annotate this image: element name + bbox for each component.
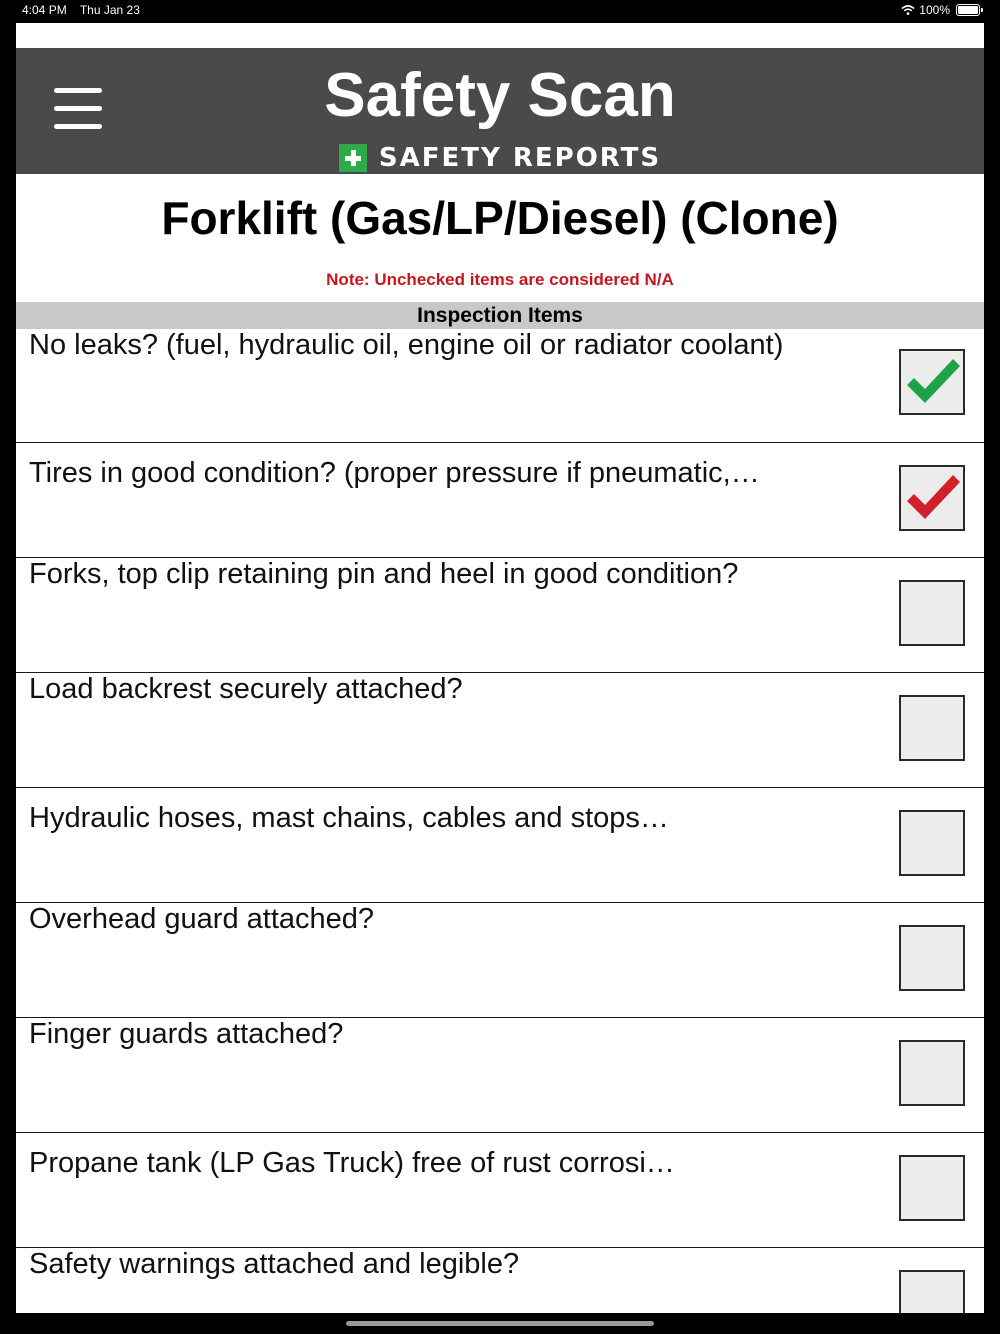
home-indicator[interactable]	[346, 1321, 654, 1326]
battery-icon	[956, 4, 980, 16]
top-strip	[16, 23, 984, 48]
inspection-item-checkbox[interactable]	[899, 349, 965, 415]
inspection-item	[16, 329, 984, 443]
app-window	[16, 23, 984, 1313]
inspection-item-checkbox[interactable]	[899, 580, 965, 646]
section-header: Inspection Items	[16, 302, 984, 329]
status-left	[22, 3, 150, 17]
inspection-item	[16, 1018, 984, 1133]
inspection-item	[16, 1133, 984, 1248]
inspection-item-label: Finger guards attached?	[29, 1018, 344, 1050]
inspection-item-label: Tires in good condition? (proper pressure if pneumatic,…	[29, 457, 760, 489]
app-title: Safety Scan	[324, 61, 676, 130]
inspection-item-checkbox[interactable]	[899, 1270, 965, 1313]
inspection-item-label: Forks, top clip retaining pin and heel in good condition?	[29, 558, 739, 590]
inspection-item-label: Propane tank (LP Gas Truck) free of rust corrosi…	[29, 1147, 675, 1179]
inspection-item	[16, 1248, 984, 1313]
inspection-item	[16, 558, 984, 673]
brand-text: SAFETY REPORTS	[378, 143, 662, 173]
inspection-item	[16, 903, 984, 1018]
inspection-item-checkbox[interactable]	[899, 925, 965, 991]
app-header	[16, 48, 984, 174]
inspection-item-label: Safety warnings attached and legible?	[29, 1248, 520, 1280]
form-title: Forklift (Gas/LP/Diesel) (Clone)	[161, 192, 839, 244]
brand-logo	[16, 143, 984, 173]
inspection-item-label: Load backrest securely attached?	[29, 673, 463, 705]
checkmark-icon	[901, 467, 963, 529]
inspection-item-label: Overhead guard attached?	[29, 903, 375, 935]
wifi-icon	[901, 5, 915, 15]
na-note: Note: Unchecked items are considered N/A	[326, 270, 674, 289]
status-time: 4:04 PM	[22, 3, 67, 17]
inspection-item-checkbox[interactable]	[899, 695, 965, 761]
plus-icon	[339, 144, 367, 172]
battery-percent: 100%	[919, 3, 950, 17]
inspection-item	[16, 443, 984, 558]
inspection-item-checkbox[interactable]	[899, 1040, 965, 1106]
inspection-items-list	[16, 329, 984, 1313]
status-date: Thu Jan 23	[79, 3, 140, 17]
inspection-item-checkbox[interactable]	[899, 810, 965, 876]
inspection-item-checkbox[interactable]	[899, 465, 965, 531]
inspection-item-label: Hydraulic hoses, mast chains, cables and stops…	[29, 802, 669, 834]
inspection-item	[16, 788, 984, 903]
inspection-item-checkbox[interactable]	[899, 1155, 965, 1221]
status-right	[901, 3, 980, 17]
checkmark-icon	[901, 351, 963, 413]
inspection-item-label: No leaks? (fuel, hydraulic oil, engine oil or radiator coolant)	[29, 329, 784, 361]
status-bar	[0, 0, 1000, 22]
inspection-item	[16, 673, 984, 788]
